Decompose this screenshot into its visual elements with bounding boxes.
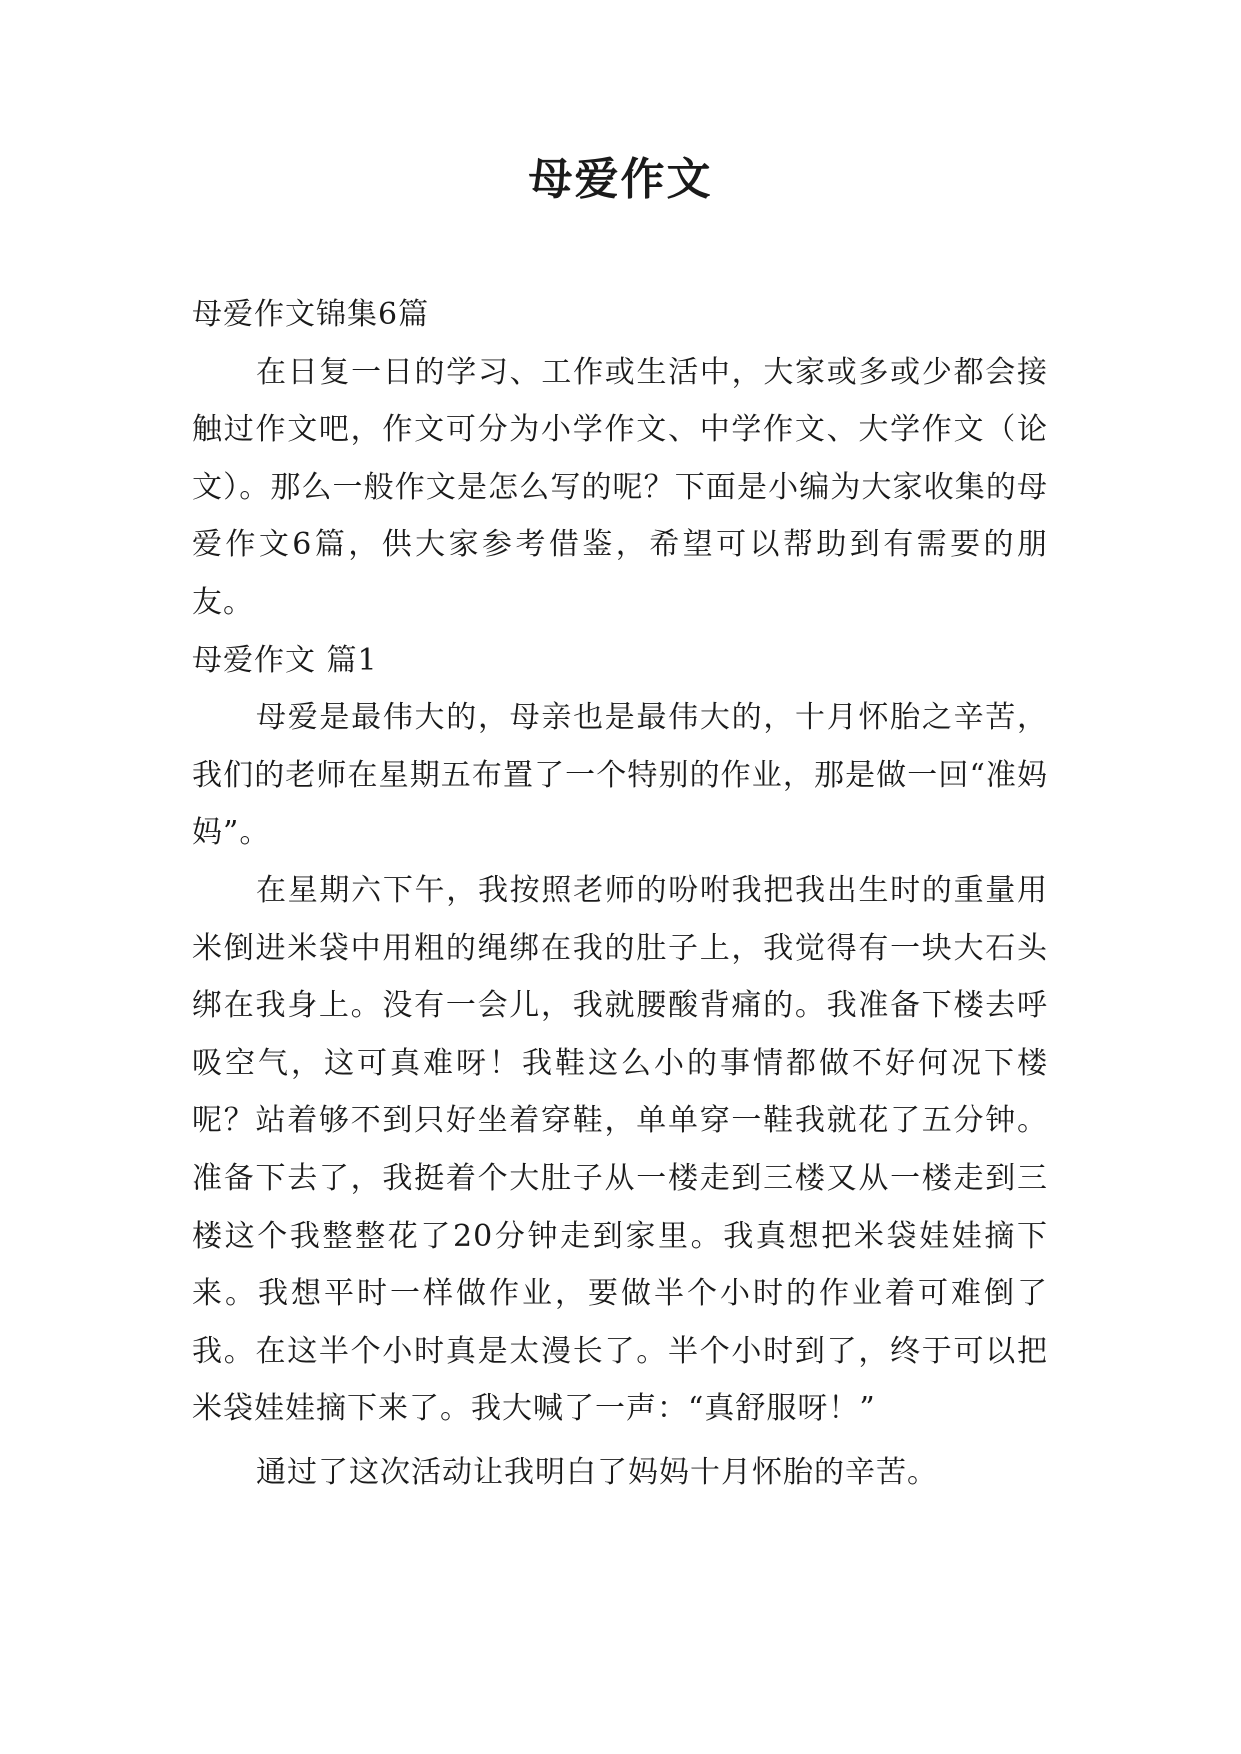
document-title: 母爱作文 [528, 154, 713, 205]
intro-paragraph: 在日复一日的学习、工作或生活中，大家或多或少都会接触过作文吧，作文可分为小学作文、中学作文、大学作文（论文）。那么一般作文是怎么写的呢？下面是小编为大家收集的母爱作文6篇，供大家参考借鉴，希望可以帮助到有需要的朋友。 [192, 354, 1048, 620]
collection-heading: 母爱作文锦集6篇 [192, 297, 430, 332]
essay-heading: 母爱作文 篇1 [192, 642, 378, 678]
document-body [192, 286, 1048, 1501]
essay-paragraph-2: 在星期六下午，我按照老师的吩咐我把我出生时的重量用米倒进米袋中用粗的绳绑在我的肚子上，我觉得有一块大石头绑在我身上。没有一会儿，我就腰酸背痛的。我准备下楼去呼吸空气，这可真难呀！我鞋这么小的事情都做不好何况下楼呢？站着够不到只好坐着穿鞋，单单穿一鞋我就花了五分钟。准备下去了，我挺着个大肚子从一楼走到三楼又从一楼走到三楼这个我整整花了20分钟走到家里。我真想把米袋娃娃摘下来。我想平时一样做作业，要做半个小时的作业着可难倒了我。在这半个小时真是太漫长了。半个小时到了，终于可以把米袋娃娃摘下来了。我大喊了一声：“真舒服呀！” [192, 872, 1048, 1427]
essay-paragraph-3: 通过了这次活动让我明白了妈妈十月怀胎的辛苦。 [256, 1454, 938, 1490]
essay-paragraph-1: 母爱是最伟大的，母亲也是最伟大的，十月怀胎之辛苦，我们的老师在星期五布置了一个特别的作业，那是做一回“准妈妈”。 [192, 700, 1048, 851]
